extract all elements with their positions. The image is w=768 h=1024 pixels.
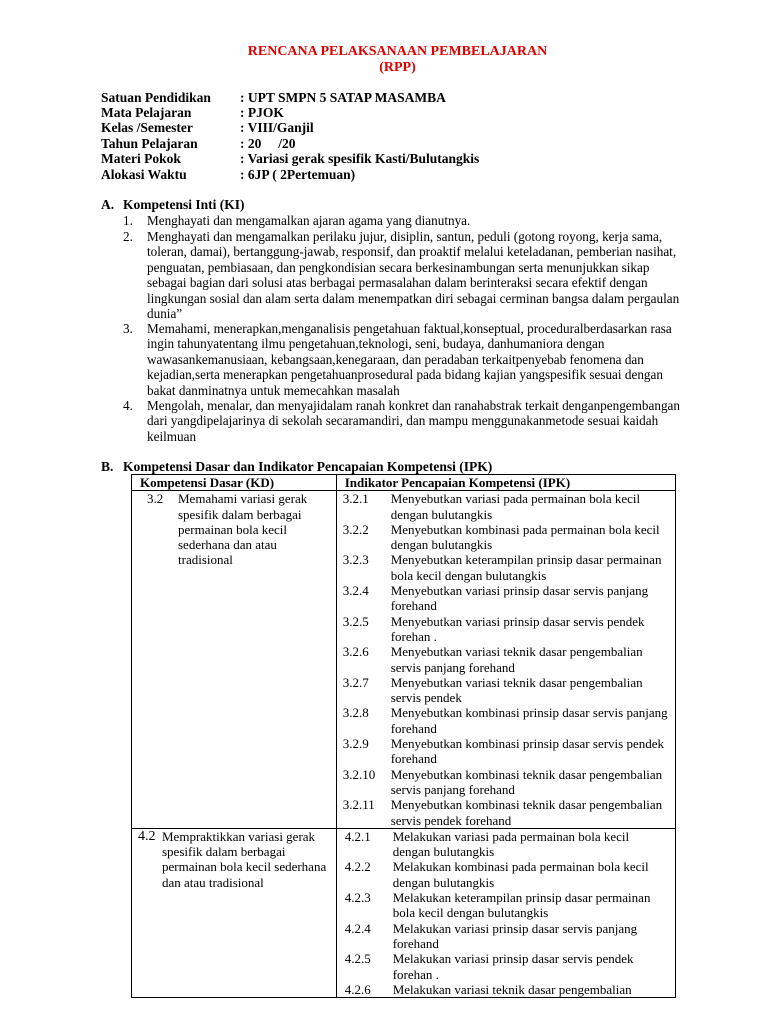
ipk-cell bbox=[336, 828, 675, 997]
ipk-item bbox=[343, 736, 675, 767]
ipk-number: 3.2.7 bbox=[342, 674, 369, 690]
identity-label: Tahun Pelajaran bbox=[101, 136, 198, 151]
ipk-item bbox=[345, 859, 675, 890]
ipk-item bbox=[345, 829, 675, 860]
ipk-item bbox=[343, 644, 675, 675]
ki-text: Menghayati dan mengamalkan perilaku jujur, disiplin, santun, peduli (gotong royong, kerja sama, toleran, damai), bertanggung-jawab, responsif, dan proaktif melalui keteladanan, pemberian nasihat, penguatan, pembiasaan, dan pengkondisian secara berkesinambungan serta menunjukkan sikap sebagai bagian dari solusi atas berbagai permasalahan dalam berinteraksi secara efektif dengan lingkungan sosial dan alam serta dalam menempatkan diri sebagai cerminan bangsa dalam pergaulan dunia” bbox=[147, 229, 680, 322]
ipk-text: Menyebutkan kombinasi prinsip dasar servis pendek forehand bbox=[390, 736, 665, 767]
kd-number: 4.2 bbox=[138, 828, 156, 844]
section-letter: B. bbox=[101, 459, 114, 474]
kd-number: 3.2 bbox=[147, 491, 164, 507]
ipk-text: Menyebutkan variasi teknik dasar pengembalian servis pendek bbox=[390, 674, 643, 706]
identity-label: Materi Pokok bbox=[101, 151, 181, 166]
ipk-number: 3.2.8 bbox=[342, 705, 369, 721]
kd-ipk-table bbox=[131, 474, 676, 998]
table-row bbox=[132, 828, 676, 997]
ipk-number: 4.2.1 bbox=[344, 828, 371, 844]
table-row bbox=[132, 491, 676, 829]
ipk-item bbox=[345, 921, 675, 952]
kd-text-body: Mempraktikkan variasi gerak spesifik dalam berbagai permainan bola kecil sederhana dan atau tradisional bbox=[162, 828, 327, 890]
ipk-item bbox=[345, 982, 675, 997]
ipk-item bbox=[343, 767, 675, 798]
kd-text: Memahami variasi gerak spesifik dalam berbagai permainan bola kecil sederhana dan atau tradisional bbox=[178, 491, 308, 568]
ipk-number: 3.2.9 bbox=[342, 736, 369, 752]
ki-number: 1. bbox=[123, 213, 133, 228]
ipk-number: 4.2.3 bbox=[344, 890, 371, 906]
ki-number: 2. bbox=[123, 229, 133, 244]
identity-label: Alokasi Waktu bbox=[101, 167, 187, 182]
ki-text: Menghayati dan mengamalkan ajaran agama yang dianutnya. bbox=[147, 213, 471, 228]
identity-label: Mata Pelajaran bbox=[101, 105, 192, 120]
ipk-text: Menyebutkan kombinasi prinsip dasar servis panjang forehand bbox=[390, 705, 668, 736]
ipk-column-header: Indikator Pencapaian Kompetensi (IPK) bbox=[336, 475, 675, 491]
ipk-number: 3.2.10 bbox=[342, 766, 376, 782]
ipk-item bbox=[343, 614, 675, 645]
ki-text: Memahami, menerapkan,menganalisis pengetahuan faktual,konseptual, proceduralberdasarkan rasa ingin tahunyatentang ilmu pengetahuan,teknologi, seni, budaya, danhumaniora dengan wawasankemanusiaan, kebangsaan,kenegaraan, dan peradaban terkaitpenyebab fenomena dan kejadian,serta menerapkan pengetahuanprosedural pada bidang kajian yangspesifik sesuai dengan bakat danminatnya untuk memecahkan masalah bbox=[147, 321, 672, 398]
ipk-number: 3.2.6 bbox=[342, 644, 369, 660]
section-title: Kompetensi Inti (KI) bbox=[123, 197, 245, 212]
ipk-text: Menyebutkan keterampilan prinsip dasar permainan bola kecil dengan bulutangkis bbox=[390, 552, 662, 583]
ipk-text: Menyebutkan kombinasi pada permainan bola kecil dengan bulutangkis bbox=[390, 521, 660, 553]
kd-cell bbox=[132, 828, 337, 997]
ipk-text: Menyebutkan variasi pada permainan bola kecil dengan bulutangkis bbox=[390, 491, 641, 522]
ipk-text: Melakukan variasi prinsip dasar servis pendek forehan . bbox=[392, 951, 634, 982]
identity-value: : PJOK bbox=[240, 105, 284, 120]
document-subtitle: (RPP) bbox=[379, 60, 416, 75]
ki-text: Mengolah, menalar, dan menyajidalam ranah konkret dan ranahabstrak terkait denganpengembangan dari yangdipelajarinya di sekolah secaramandiri, dan mampu menggunakanmetode sesuai kaidah keilmuan bbox=[147, 398, 680, 444]
ipk-item bbox=[343, 491, 675, 522]
ipk-text: Menyebutkan kombinasi teknik dasar pengembalian servis panjang forehand bbox=[390, 766, 663, 797]
identity-value: : 6JP ( 2Pertemuan) bbox=[240, 167, 356, 182]
ipk-item bbox=[343, 552, 675, 583]
kd-column-header: Kompetensi Dasar (KD) bbox=[132, 475, 337, 491]
kd-text bbox=[132, 829, 336, 890]
ipk-number: 3.2.1 bbox=[342, 491, 369, 507]
ipk-text: Melakukan variasi prinsip dasar servis panjang forehand bbox=[392, 920, 638, 951]
ipk-number: 4.2.4 bbox=[344, 920, 371, 936]
ipk-text: Menyebutkan variasi prinsip dasar servis panjang forehand bbox=[390, 583, 649, 614]
ipk-item bbox=[345, 890, 675, 921]
identity-label: Satuan Pendidikan bbox=[101, 90, 211, 105]
identity-value: : Variasi gerak spesifik Kasti/Bulutangkis bbox=[240, 151, 480, 166]
ipk-text: Melakukan variasi pada permainan bola kecil dengan bulutangkis bbox=[392, 828, 630, 860]
identity-value: : 20 /20 bbox=[240, 136, 296, 151]
ipk-number: 4.2.2 bbox=[344, 859, 371, 875]
ki-number: 3. bbox=[123, 321, 133, 336]
ipk-item bbox=[343, 583, 675, 614]
ipk-text: Melakukan keterampilan prinsip dasar permainan bola kecil dengan bulutangkis bbox=[392, 890, 651, 921]
identity-label: Kelas /Semester bbox=[101, 120, 193, 135]
ipk-number: 4.2.5 bbox=[344, 951, 371, 967]
ipk-text: Melakukan kombinasi pada permainan bola kecil dengan bulutangkis bbox=[392, 859, 649, 890]
ipk-text: Melakukan variasi teknik dasar pengembalian bbox=[392, 981, 632, 997]
table-header-row bbox=[132, 475, 676, 491]
ipk-number: 3.2.4 bbox=[342, 583, 369, 599]
kd-cell bbox=[132, 491, 337, 829]
section-letter: A. bbox=[101, 197, 115, 212]
ipk-number: 3.2.11 bbox=[342, 797, 375, 813]
ki-number: 4. bbox=[123, 398, 133, 413]
ipk-cell bbox=[336, 491, 675, 829]
ipk-item bbox=[345, 951, 675, 982]
document-title: RENCANA PELAKSANAAN PEMBELAJARAN bbox=[247, 44, 548, 59]
section-title: Kompetensi Dasar dan Indikator Pencapaian Kompetensi (IPK) bbox=[123, 459, 493, 474]
ipk-text: Menyebutkan variasi teknik dasar pengembalian servis panjang forehand bbox=[390, 644, 643, 675]
identity-value: : VIII/Ganjil bbox=[240, 120, 314, 135]
ipk-number: 3.2.5 bbox=[342, 613, 369, 629]
ipk-item bbox=[343, 675, 675, 706]
identity-value: : UPT SMPN 5 SATAP MASAMBA bbox=[240, 90, 446, 105]
ipk-item bbox=[343, 522, 675, 553]
ipk-item bbox=[343, 797, 675, 828]
ipk-number: 3.2.2 bbox=[342, 521, 369, 537]
ipk-item bbox=[343, 705, 675, 736]
ipk-number: 3.2.3 bbox=[342, 552, 369, 568]
ipk-number: 4.2.6 bbox=[344, 981, 371, 997]
ipk-text: Menyebutkan variasi prinsip dasar servis pendek forehan . bbox=[390, 613, 645, 644]
ipk-text: Menyebutkan kombinasi teknik dasar pengembalian servis pendek forehand bbox=[390, 797, 663, 828]
